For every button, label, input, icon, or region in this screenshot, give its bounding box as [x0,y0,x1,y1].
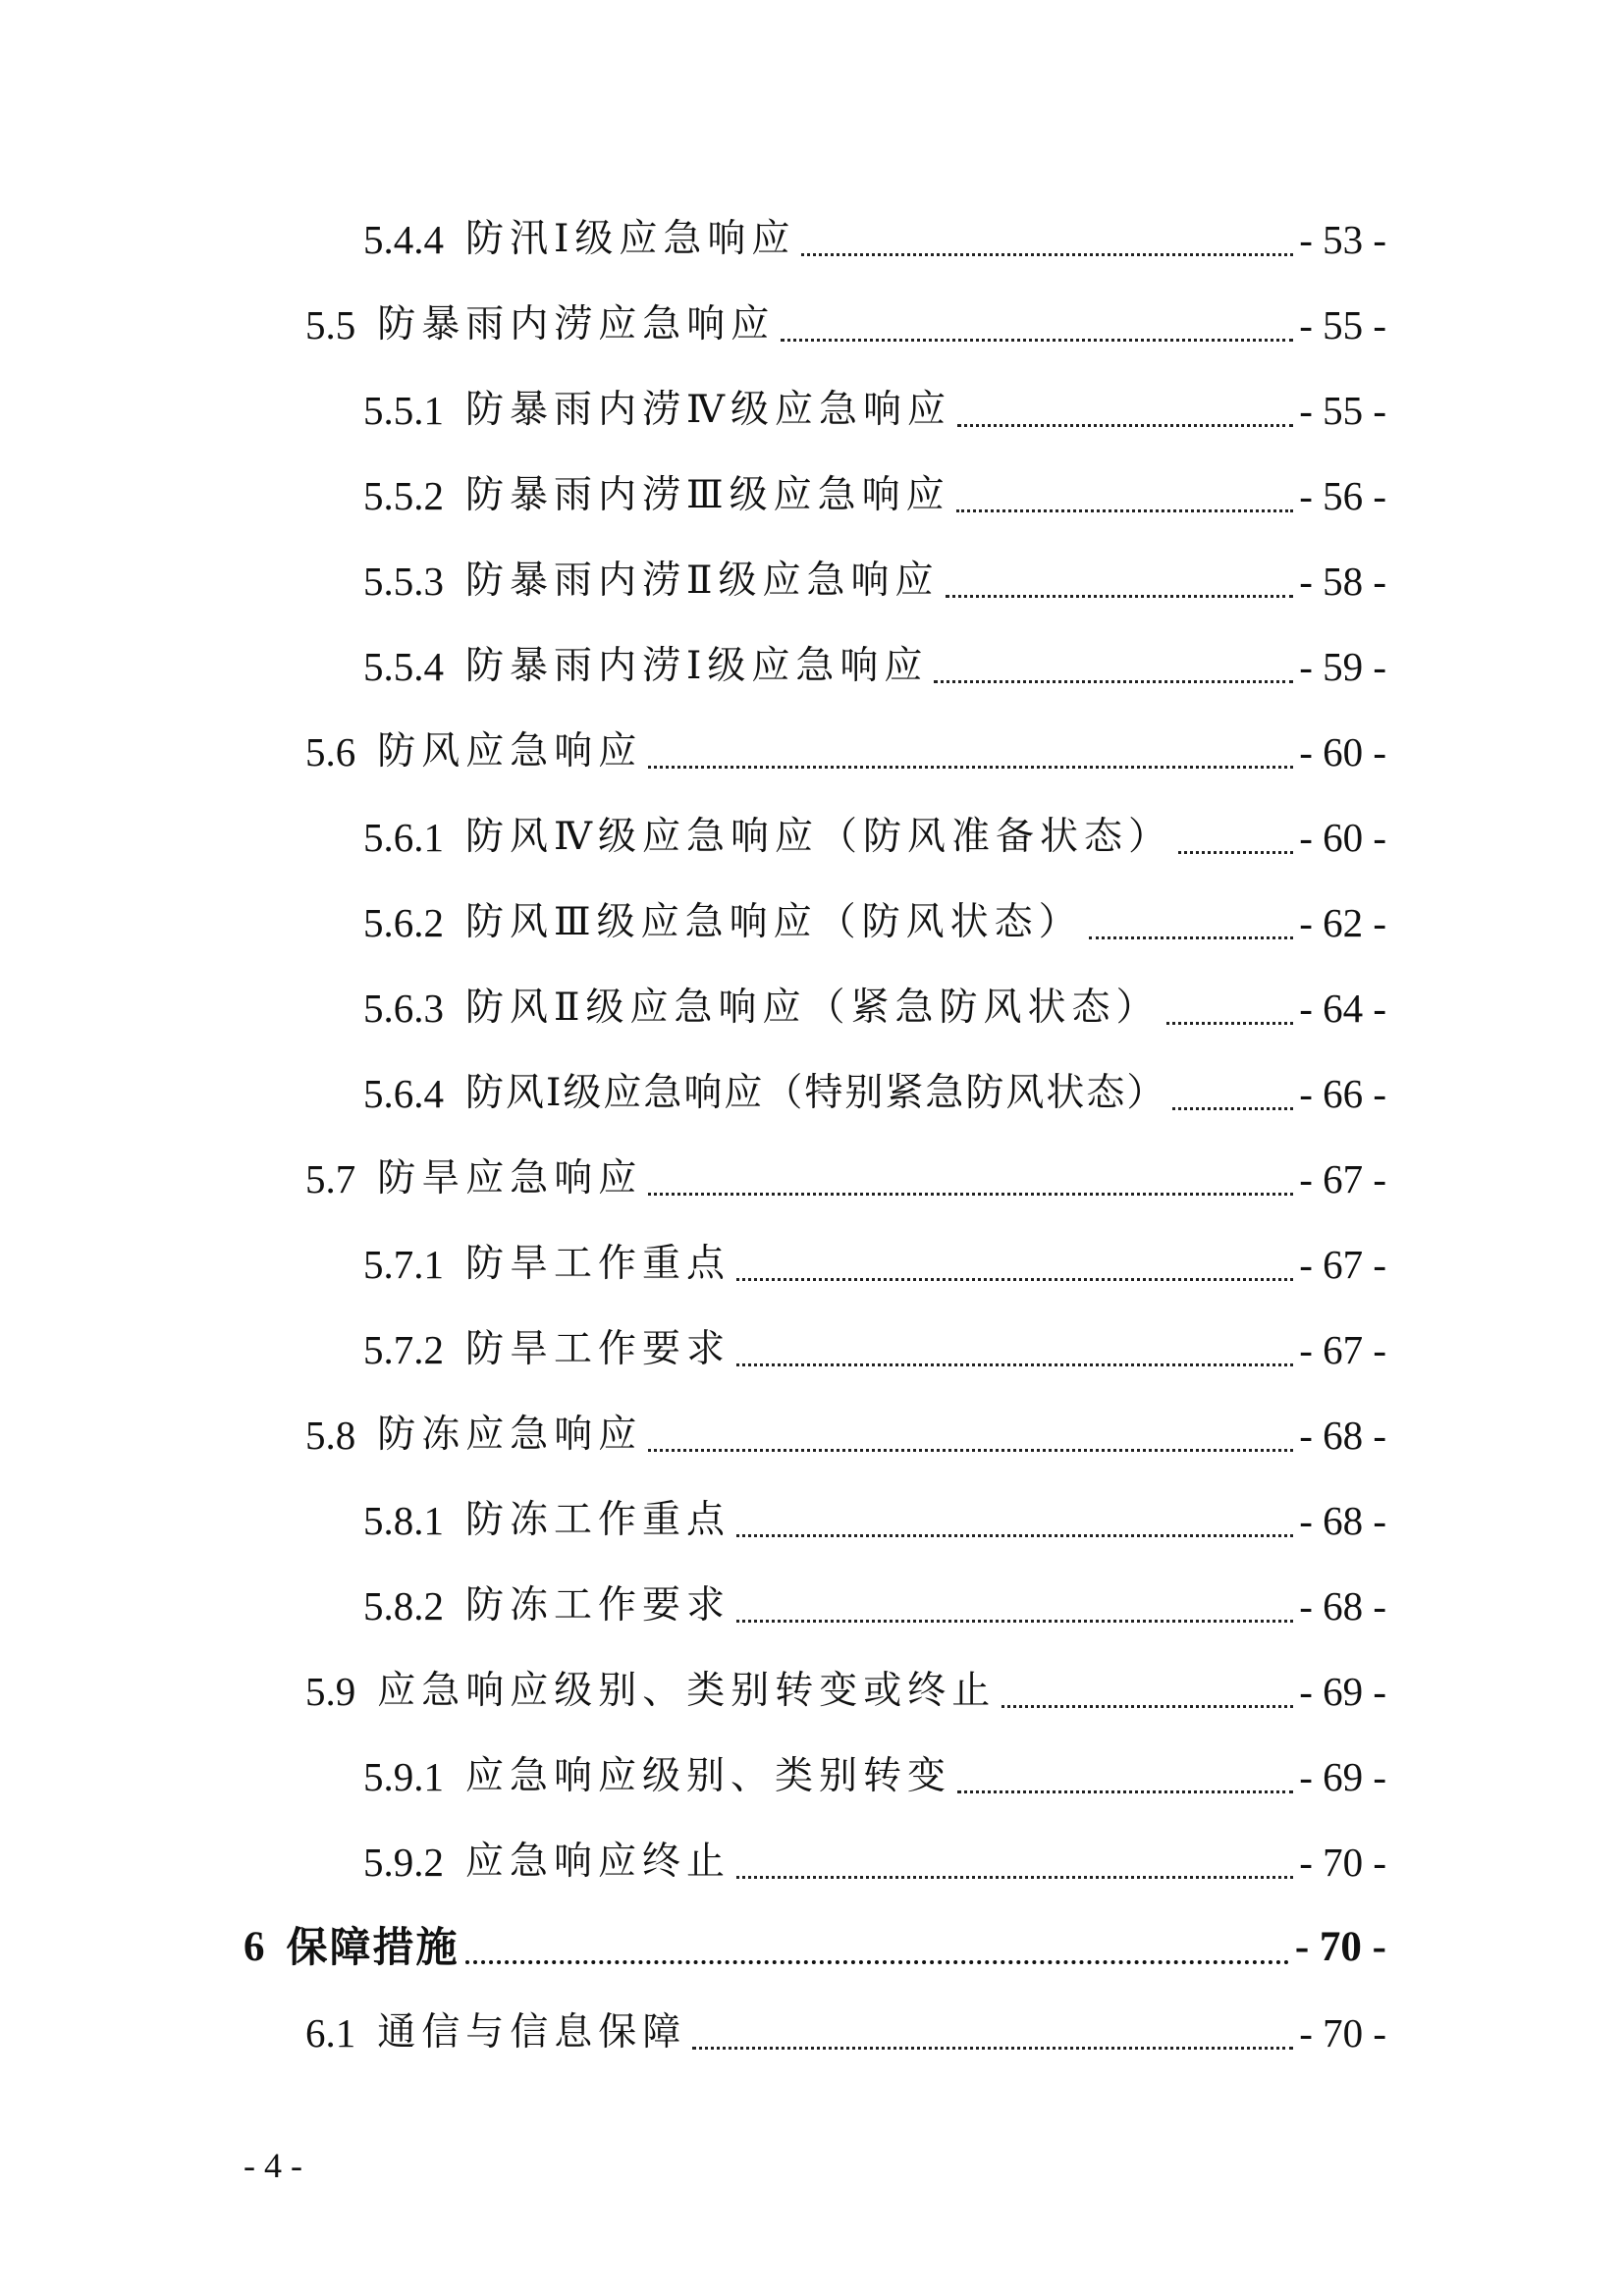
toc-entry-number: 5.5.4 [363,644,444,689]
dot-leader [465,1960,1289,1964]
toc-entry-number: 5.9.2 [363,1840,444,1885]
toc-entry-5-8[interactable] [305,1406,1386,1465]
dot-leader [1172,1107,1293,1110]
toc-entry-page: - 70 - [1299,2010,1386,2056]
dot-leader [1001,1705,1293,1708]
toc-entry-page: - 56 - [1299,473,1386,518]
toc-entry-title: 保障措施 [286,1923,460,1971]
toc-entry-page: - 59 - [1299,644,1386,689]
toc-entry-number: 5.6.1 [363,815,444,860]
toc-entry-5-9[interactable] [305,1662,1386,1721]
toc-entry-number: 5.5 [305,302,356,347]
toc-entry-5-6-4[interactable] [363,1064,1386,1123]
dot-leader [946,595,1294,598]
toc-entry-number: 5.5.3 [363,559,444,604]
toc-entry-title: 防暴雨内涝Ⅳ级应急响应 [465,388,951,432]
toc-entry-5-5-4[interactable] [363,637,1386,696]
dot-leader [934,680,1293,683]
toc-entry-5-5-1[interactable] [363,381,1386,440]
toc-entry-title: 防冻工作要求 [465,1583,731,1628]
toc-entry-5-7-1[interactable] [363,1235,1386,1294]
toc-entry-number: 5.5.2 [363,473,444,518]
toc-entry-page: - 68 - [1299,1413,1386,1458]
toc-entry-5-8-1[interactable] [363,1491,1386,1550]
toc-entry-title: 防旱应急响应 [377,1156,643,1201]
toc-entry-page: - 68 - [1299,1583,1386,1629]
toc-entry-title: 防风Ⅱ级应急响应（紧急防风状态） [465,986,1161,1030]
toc-entry-page: - 70 - [1294,1924,1386,1970]
dot-leader [781,339,1293,342]
toc-entry-5-6-2[interactable] [363,893,1386,952]
toc-entry-title: 防风Ⅰ级应急响应（特别紧急防风状态） [465,1071,1167,1115]
toc-entry-page: - 69 - [1299,1754,1386,1799]
dot-leader [1166,1022,1294,1025]
dot-leader [648,1193,1293,1196]
toc-entry-page: - 67 - [1299,1156,1386,1201]
toc-entry-number: 5.8.1 [363,1498,444,1543]
toc-entry-title: 防旱工作重点 [465,1242,731,1286]
toc-entry-page: - 68 - [1299,1498,1386,1543]
dot-leader [957,424,1293,427]
dot-leader [736,1620,1293,1623]
toc-entry-page: - 58 - [1299,559,1386,604]
toc-entry-page: - 70 - [1299,1840,1386,1885]
toc-entry-5-9-2[interactable] [363,1833,1386,1892]
toc-entry-5-5-2[interactable] [363,466,1386,525]
toc-entry-title: 防风应急响应 [377,729,643,774]
dot-leader [1089,936,1294,939]
toc-entry-number: 6.1 [305,2010,356,2056]
toc-entry-page: - 55 - [1299,302,1386,347]
toc-entry-6-1[interactable] [305,2003,1386,2062]
dot-leader [956,509,1294,512]
toc-entry-page: - 60 - [1299,729,1386,774]
toc-entry-number: 5.6.4 [363,1071,444,1116]
toc-entry-number: 5.7 [305,1156,356,1201]
toc-entry-number: 5.8 [305,1413,356,1458]
toc-entry-title: 防风Ⅲ级应急响应（防风状态） [465,900,1083,944]
toc-entry-title: 应急响应终止 [465,1840,731,1884]
toc-entry-title: 防旱工作要求 [465,1327,731,1371]
toc-entry-number: 6 [244,1924,265,1970]
dot-leader [736,1278,1293,1281]
toc-entry-5-6-3[interactable] [363,979,1386,1038]
toc-entry-number: 5.9 [305,1669,356,1714]
toc-entry-page: - 67 - [1299,1242,1386,1287]
dot-leader [957,1790,1293,1793]
dot-leader [648,766,1293,769]
toc-entry-6[interactable] [244,1918,1386,1977]
page-number-footer: - 4 - [244,2146,302,2185]
toc-entry-number: 5.5.1 [363,388,444,433]
dot-leader [648,1449,1293,1452]
toc-entry-title: 防暴雨内涝Ⅰ级应急响应 [465,644,929,688]
toc-entry-5-8-2[interactable] [363,1576,1386,1635]
toc-entry-page: - 55 - [1299,388,1386,433]
toc-entry-number: 5.7.1 [363,1242,444,1287]
toc-entry-5-6[interactable] [305,722,1386,781]
toc-entry-title: 通信与信息保障 [377,2010,687,2055]
toc-entry-number: 5.4.4 [363,217,444,262]
toc-entry-title: 防冻工作重点 [465,1498,731,1542]
toc-entry-page: - 64 - [1299,986,1386,1031]
toc-entry-title: 防暴雨内涝应急响应 [377,302,776,347]
dot-leader [736,1363,1293,1366]
toc-entry-5-6-1[interactable] [363,808,1386,867]
toc-entry-number: 5.9.1 [363,1754,444,1799]
toc-entry-number: 5.6.2 [363,900,444,945]
toc-entry-title: 防暴雨内涝Ⅲ级应急响应 [465,473,950,517]
toc-entry-title: 应急响应级别、类别转变 [465,1754,952,1798]
toc-entry-title: 防暴雨内涝Ⅱ级应急响应 [465,559,940,603]
toc-entry-page: - 67 - [1299,1327,1386,1372]
toc-entry-title: 防汛Ⅰ级应急响应 [465,217,796,261]
toc-entry-number: 5.7.2 [363,1327,444,1372]
toc-entry-number: 5.6 [305,729,356,774]
toc-entry-title: 应急响应级别、类别转变或终止 [377,1669,997,1713]
toc-entry-title: 防风Ⅳ级应急响应（防风准备状态） [465,815,1172,859]
toc-entry-page: - 60 - [1299,815,1386,860]
toc-entry-title: 防冻应急响应 [377,1413,643,1457]
toc-entry-5-7-2[interactable] [363,1320,1386,1379]
toc-entry-page: - 62 - [1299,900,1386,945]
toc-entry-5-9-1[interactable] [363,1747,1386,1806]
toc-entry-page: - 69 - [1299,1669,1386,1714]
dot-leader [736,1534,1293,1537]
dot-leader [1178,851,1293,854]
toc-entry-5-7[interactable] [305,1149,1386,1208]
toc-entry-page: - 53 - [1299,217,1386,262]
toc-entry-5-4-4[interactable] [363,210,1386,269]
dot-leader [801,253,1293,256]
toc-entry-5-5[interactable] [305,295,1386,354]
toc-entry-5-5-3[interactable] [363,552,1386,611]
dot-leader [692,2047,1293,2050]
dot-leader [736,1876,1293,1879]
toc-entry-page: - 66 - [1299,1071,1386,1116]
toc-entry-number: 5.6.3 [363,986,444,1031]
toc-entry-number: 5.8.2 [363,1583,444,1629]
